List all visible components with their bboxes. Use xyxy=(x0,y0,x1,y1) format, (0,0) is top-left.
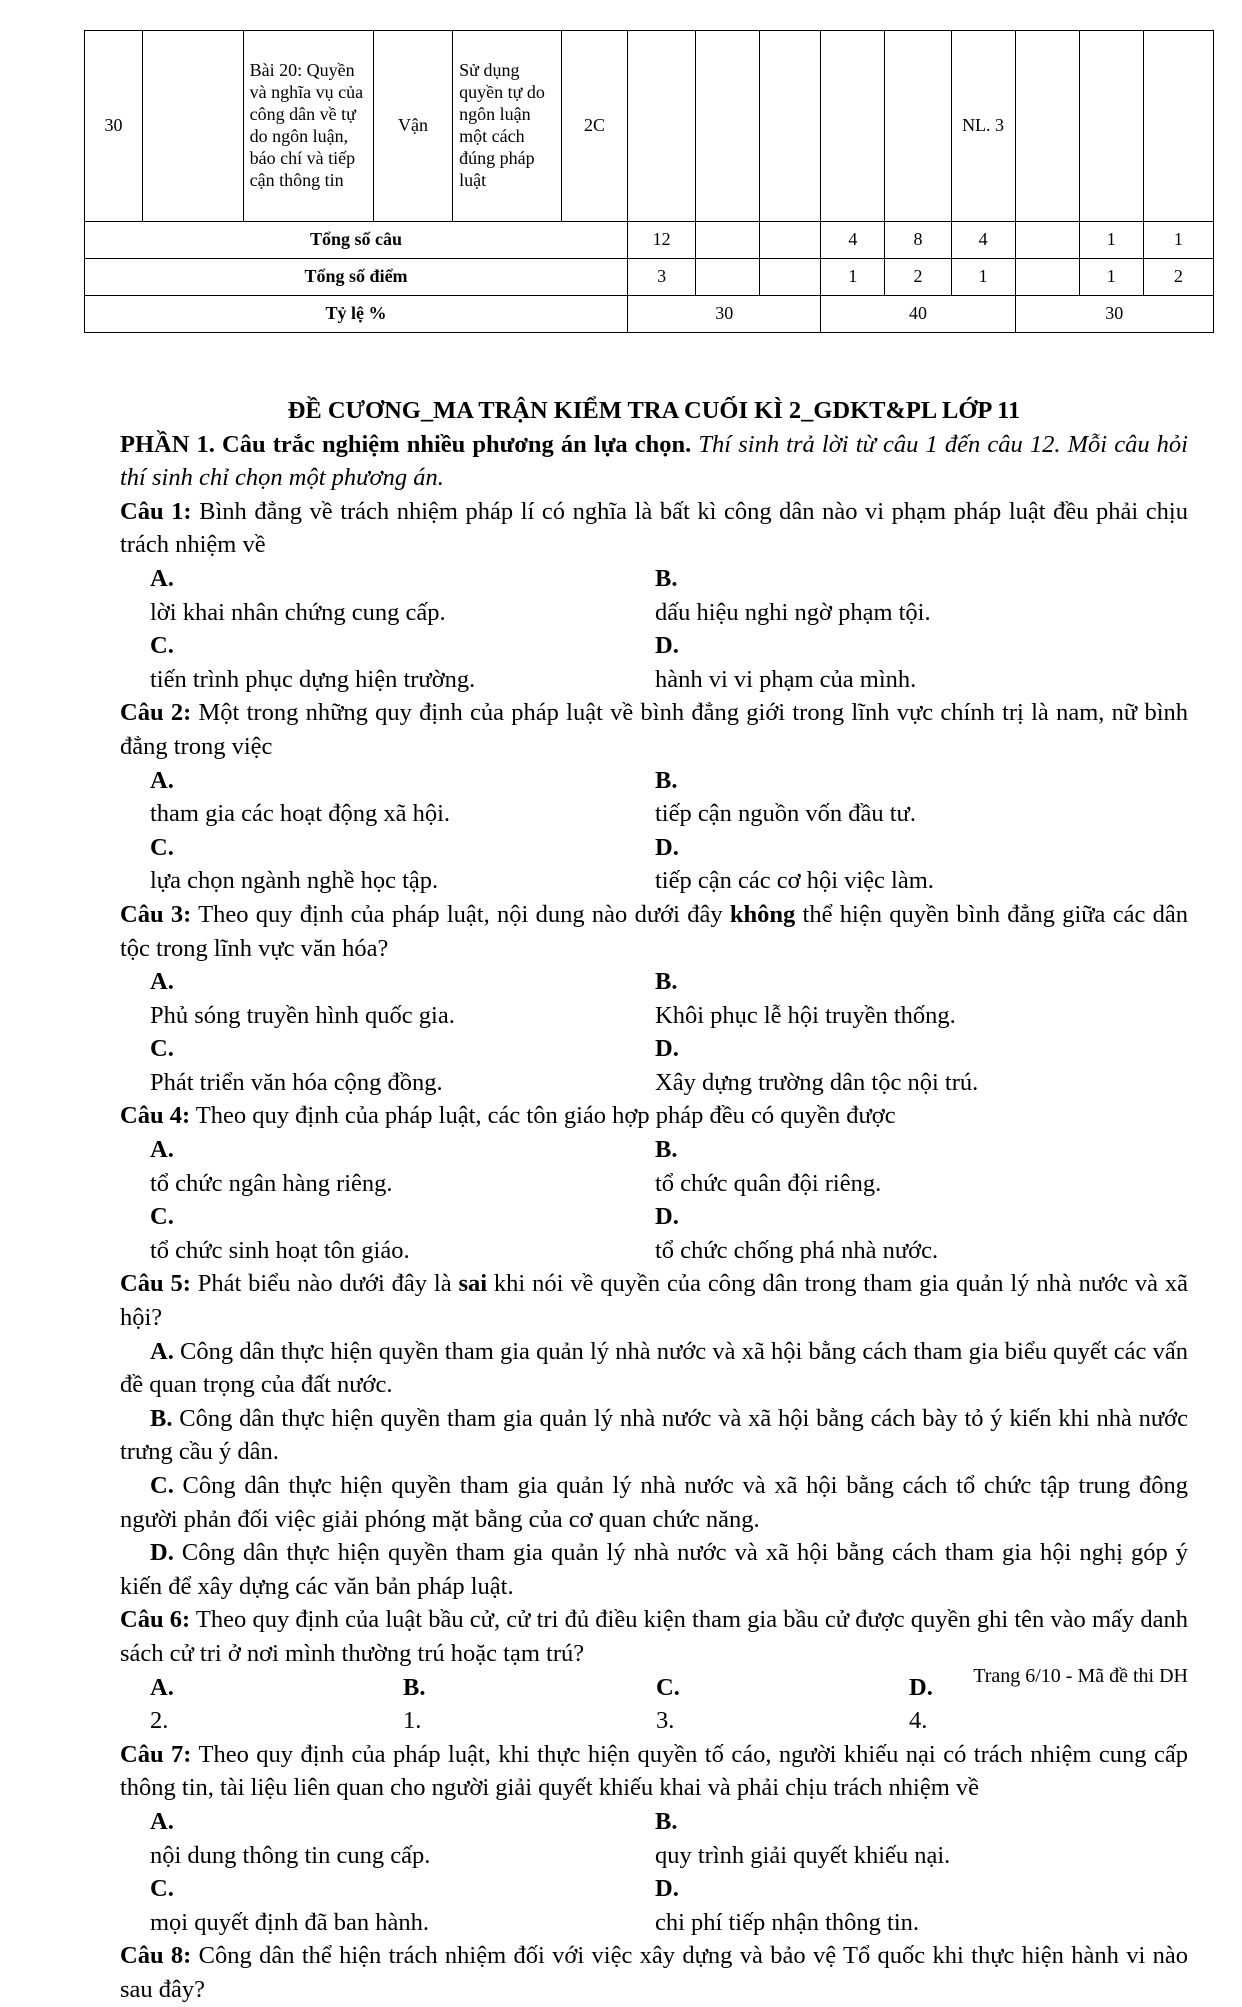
table-cell: 1 xyxy=(1079,259,1143,296)
question-label: Câu 8: xyxy=(120,1942,192,1970)
table-row xyxy=(85,31,1214,222)
option-b: B. quy trình giải quyết khiếu nại. xyxy=(655,1807,951,1869)
option-b: B. Công dân thực hiện quyền tham gia quản lý nhà nước và xã hội bằng cách bày tỏ ý kiến khi nhà nước trưng cầu ý dân. xyxy=(120,1404,1188,1466)
table-row-total-questions xyxy=(85,222,1214,259)
table-cell: 8 xyxy=(885,222,951,259)
table-cell xyxy=(1015,259,1079,296)
table-cell: 1 xyxy=(1079,222,1143,259)
table-row-total-points xyxy=(85,259,1214,296)
question-label: Câu 3: xyxy=(120,900,192,928)
option-c: C. 3. xyxy=(656,1673,680,1735)
table-cell: 40 xyxy=(821,296,1015,333)
option-c: C. mọi quyết định đã ban hành. xyxy=(150,1875,429,1936)
question-7 xyxy=(120,1738,1188,1805)
question-label: Câu 2: xyxy=(120,699,192,727)
question-label: Câu 1: xyxy=(120,497,192,525)
options-row xyxy=(120,831,1188,898)
row-number: 30 xyxy=(85,31,143,222)
option-c: C. lựa chọn ngành nghề học tập. xyxy=(150,833,439,895)
options-row xyxy=(120,1872,1188,1939)
empty-cell xyxy=(1143,31,1213,222)
options-row xyxy=(120,764,1188,831)
option-b: B. Khôi phục lễ hội truyền thống. xyxy=(655,968,956,1029)
assessment-matrix-table xyxy=(84,30,1214,333)
table-cell xyxy=(760,259,821,296)
emphasis-word: sai xyxy=(458,1270,488,1298)
empty-cell xyxy=(1015,31,1079,222)
table-cell: 3 xyxy=(628,259,696,296)
document-title: ĐỀ CƯƠNG_MA TRẬN KIỂM TRA CUỐI KÌ 2_GDKT&PL LỚP 11 xyxy=(287,397,1021,424)
total-questions-label: Tổng số câu xyxy=(85,222,628,259)
requirement-cell: Sử dụng quyền tự do ngôn luận một cách đúng pháp luật xyxy=(453,31,562,222)
option-a: A. lời khai nhân chứng cung cấp. xyxy=(150,564,446,626)
table-cell xyxy=(696,259,760,296)
table-cell xyxy=(760,222,821,259)
empty-cell xyxy=(821,31,885,222)
options-row xyxy=(120,965,1188,1032)
table-cell: 4 xyxy=(951,222,1015,259)
option-d: D. chi phí tiếp nhận thông tin. xyxy=(655,1875,920,1936)
question-8 xyxy=(120,1939,1188,2006)
table-cell: 12 xyxy=(628,222,696,259)
option-a: A. 2. xyxy=(150,1673,174,1735)
empty-cell xyxy=(1079,31,1143,222)
empty-cell xyxy=(142,31,243,222)
option-a: A. tham gia các hoạt động xã hội. xyxy=(150,766,451,828)
option-a: A. nội dung thông tin cung cấp. xyxy=(150,1807,431,1869)
table-cell: 1 xyxy=(951,259,1015,296)
question-label: Câu 4: xyxy=(120,1102,191,1130)
option-c: C. tổ chức sinh hoạt tôn giáo. xyxy=(150,1203,410,1264)
options-row xyxy=(120,1805,1188,1872)
table-row-ratio xyxy=(85,296,1214,333)
part1-bold: PHẦN 1. Câu trắc nghiệm nhiều phương án lựa chọn. xyxy=(120,430,692,458)
empty-cell xyxy=(628,31,696,222)
option-c: C. Phát triển văn hóa cộng đồng. xyxy=(150,1035,443,1096)
question-label: Câu 5: xyxy=(120,1270,191,1298)
page-footer: Trang 6/10 - Mã đề thi DH xyxy=(973,1665,1188,1687)
question-text: Một trong những quy định của pháp luật về bình đẳng giới trong lĩnh vực chính trị là nam, nữ bình đẳng trong việc xyxy=(120,699,1188,760)
table-cell xyxy=(1015,222,1079,259)
ratio-label: Tỷ lệ % xyxy=(85,296,628,333)
empty-cell xyxy=(696,31,760,222)
option-d: D. tiếp cận các cơ hội việc làm. xyxy=(655,833,934,895)
question-text: Bình đẳng về trách nhiệm pháp lí có nghĩa là bất kì công dân nào vi phạm pháp luật đều phải chịu trách nhiệm về xyxy=(120,497,1188,559)
option-a: A. Công dân thực hiện quyền tham gia quản lý nhà nước và xã hội bằng cách tham gia biểu quyết các vấn đề quan trọng của đất nước. xyxy=(120,1337,1189,1399)
question-text: Theo quy định của pháp luật, các tôn giáo hợp pháp đều có quyền được xyxy=(190,1102,896,1130)
option-d: D. 4. xyxy=(909,1673,933,1735)
option-b: B. tổ chức quân đội riêng. xyxy=(655,1136,882,1197)
option-d: D. Công dân thực hiện quyền tham gia quản lý nhà nước và xã hội bằng cách tham gia hội nghị góp ý kiến để xây dựng các văn bản pháp luật. xyxy=(120,1539,1188,1600)
option-a: A. tổ chức ngân hàng riêng. xyxy=(150,1136,393,1197)
option-b: B. dấu hiệu nghi ngờ phạm tội. xyxy=(655,564,931,626)
question-text: Công dân thể hiện trách nhiệm đối với việc xây dựng và bảo vệ Tổ quốc khi thực hiện hành vi nào sau đây? xyxy=(120,1942,1188,2003)
option-c: C. Công dân thực hiện quyền tham gia quản lý nhà nước và xã hội bằng cách tổ chức tập trung đông người phản đối việc giải phóng mặt bằng của cơ quan chức năng. xyxy=(120,1472,1188,1533)
table-cell: 2 xyxy=(885,259,951,296)
option-a: A. Phủ sóng truyền hình quốc gia. xyxy=(150,968,455,1029)
emphasis-word: không xyxy=(729,900,796,928)
part1-instructions: Thí sinh trả lời từ câu 1 đến câu 12. Mỗi câu hỏi thí sinh chỉ chọn một phương án. xyxy=(120,430,1188,492)
level-cell: Vận xyxy=(373,31,452,222)
question-6 xyxy=(120,1603,1188,1670)
option-d: D. tổ chức chống phá nhà nước. xyxy=(655,1203,939,1264)
option-d: D. hành vi vi phạm của mình. xyxy=(655,632,917,693)
question-label: Câu 7: xyxy=(120,1740,192,1768)
option-d: D. Xây dựng trường dân tộc nội trú. xyxy=(655,1035,979,1096)
options-row xyxy=(120,1200,1188,1267)
question-label: Câu 6: xyxy=(120,1606,191,1634)
table-cell: 4 xyxy=(821,222,885,259)
options-row xyxy=(120,629,1188,696)
question-2 xyxy=(120,696,1188,763)
option-b: B. tiếp cận nguồn vốn đầu tư. xyxy=(655,766,916,828)
total-points-label: Tổng số điểm xyxy=(85,259,628,296)
empty-cell xyxy=(760,31,821,222)
empty-cell xyxy=(885,31,951,222)
options-row xyxy=(120,1133,1188,1200)
question-text: Theo quy định của luật bầu cử, cử tri đủ điều kiện tham gia bầu cử được quyền ghi tên vào mấy danh sách cử tri ở nơi mình thường trú hoặc tạm trú? xyxy=(120,1606,1188,1667)
document-body xyxy=(120,394,1188,2007)
option-c: C. tiến trình phục dựng hiện trường. xyxy=(150,632,476,693)
option-b: B. 1. xyxy=(403,1673,426,1735)
question-3: Câu 3: Theo quy định của pháp luật, nội dung nào dưới đây không thể hiện quyền bình đẳng giữa các dân tộc trong lĩnh vực văn hóa? xyxy=(120,900,1189,962)
options-row xyxy=(120,1032,1188,1099)
table-cell: 30 xyxy=(628,296,821,333)
part1-heading xyxy=(120,428,1188,495)
options-row xyxy=(120,562,1188,629)
table-cell: 1 xyxy=(1143,222,1213,259)
table-cell: 1 xyxy=(821,259,885,296)
question-5: Câu 5: Phát biểu nào dưới đây là sai khi nói về quyền của công dân trong tham gia quản lý nhà nước và xã hội? xyxy=(120,1270,1188,1332)
question-4 xyxy=(120,1099,1188,1133)
question-cell: 2C xyxy=(562,31,628,222)
lesson-cell: Bài 20: Quyền và nghĩa vụ của công dân về tự do ngôn luận, báo chí và tiếp cận thông tin xyxy=(243,31,373,222)
question-text: Theo quy định của pháp luật, khi thực hiện quyền tố cáo, người khiếu nại có trách nhiệm cung cấp thông tin, tài liệu liên quan cho người giải quyết khiếu khai và phải chịu trách nhiệm về xyxy=(120,1740,1189,1802)
question-1 xyxy=(120,495,1188,562)
competency-cell: NL. 3 xyxy=(951,31,1015,222)
table-cell xyxy=(696,222,760,259)
table-cell: 2 xyxy=(1143,259,1213,296)
table-cell: 30 xyxy=(1015,296,1213,333)
